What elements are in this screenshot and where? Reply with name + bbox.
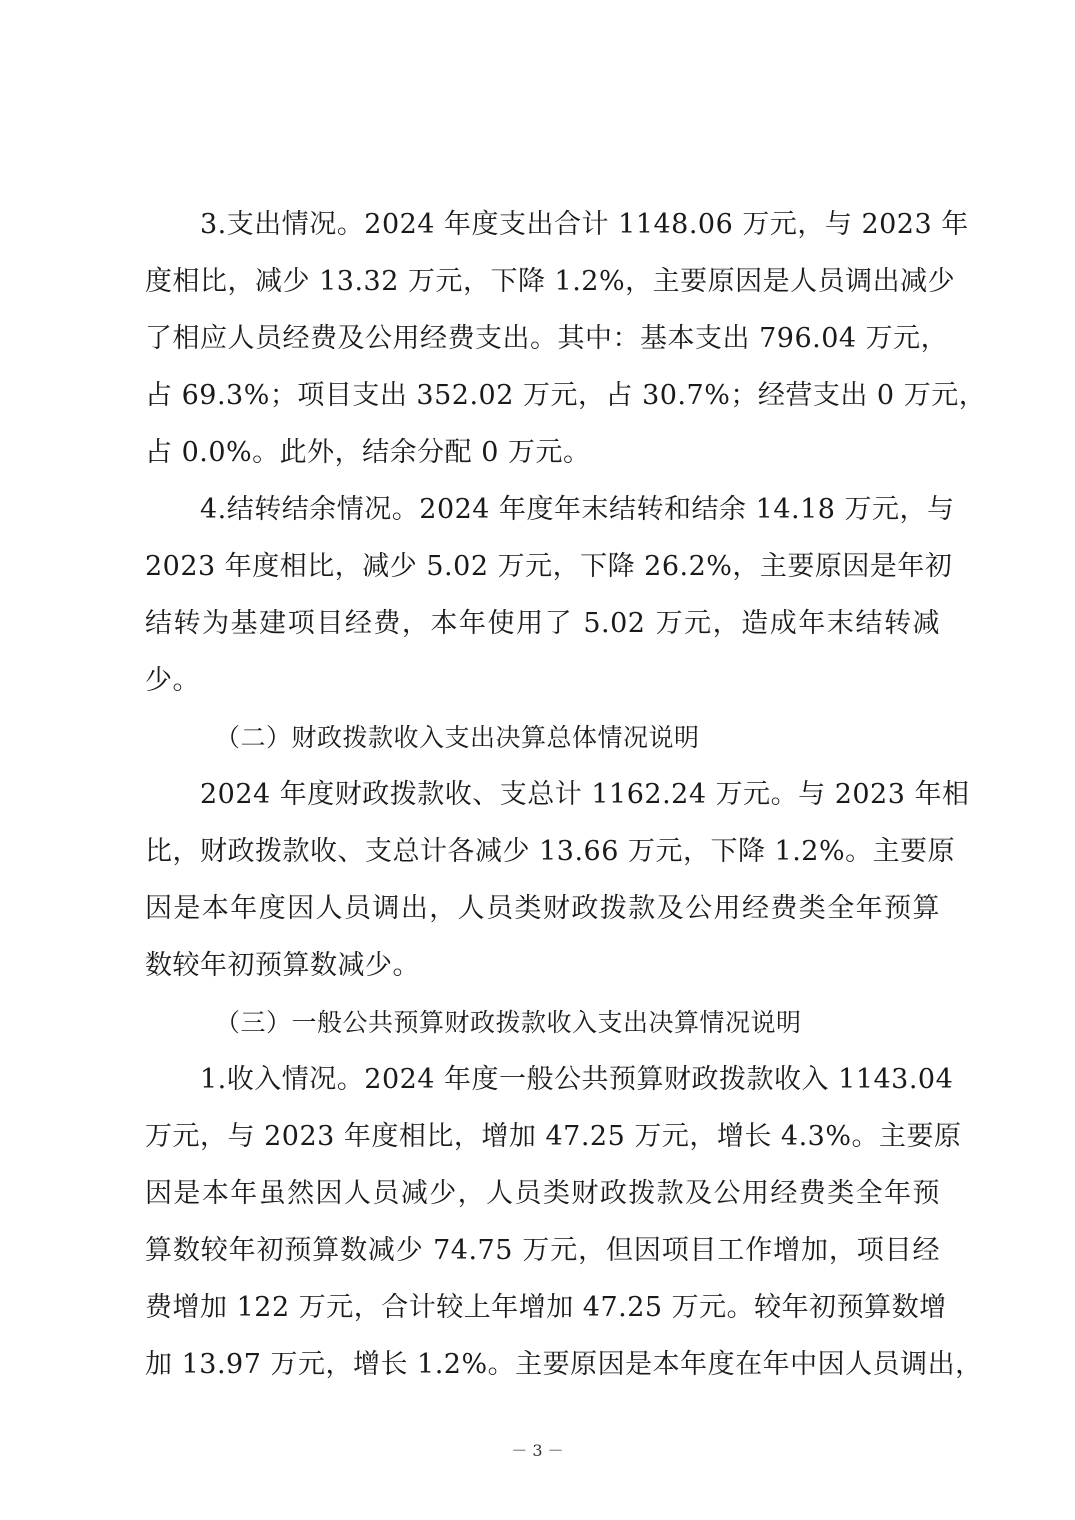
text-line: 比，财政拨款收、支总计各减少 13.66 万元，下降 1.2%。主要原 [145,836,956,867]
text-line: 2024 年度财政拨款收、支总计 1162.24 万元。与 2023 年相 [200,779,970,810]
section-heading: （二）财政拨款收入支出决算总体情况说明 [215,723,700,752]
text-line: 结转为基建项目经费，本年使用了 5.02 万元，造成年末结转减 [145,608,940,639]
page-number: － 3 － [511,1441,564,1460]
text-line: 少。 [145,665,200,696]
text-line: 因是本年虽然因人员减少，人员类财政拨款及公用经费类全年预 [145,1178,940,1209]
text-line: 费增加 122 万元，合计较上年增加 47.25 万元。较年初预算数增 [145,1292,947,1323]
text-line: 3.支出情况。2024 年度支出合计 1148.06 万元，与 2023 年 [200,209,969,240]
text-line: 数较年初预算数减少。 [145,950,420,981]
text-line: 2023 年度相比，减少 5.02 万元，下降 26.2%，主要原因是年初 [145,551,953,582]
section-heading: （三）一般公共预算财政拨款收入支出决算情况说明 [215,1008,802,1037]
text-line: 算数较年初预算数减少 74.75 万元，但因项目工作增加，项目经 [145,1235,940,1266]
text-line: 占 0.0%。此外，结余分配 0 万元。 [145,437,591,468]
text-line: 度相比，减少 13.32 万元，下降 1.2%，主要原因是人员调出减少 [145,266,956,297]
text-line: 1.收入情况。2024 年度一般公共预算财政拨款收入 1143.04 [200,1064,954,1095]
text-line: 因是本年度因人员调出，人员类财政拨款及公用经费类全年预算 [145,893,940,924]
text-line: 4.结转结余情况。2024 年度年末结转和结余 14.18 万元，与 [200,494,955,525]
text-line: 加 13.97 万元，增长 1.2%。主要原因是本年度在年中因人员调出， [145,1349,983,1380]
text-line: 万元，与 2023 年度相比，增加 47.25 万元，增长 4.3%。主要原 [145,1121,962,1152]
text-line: 了相应人员经费及公用经费支出。其中：基本支出 796.04 万元， [145,323,949,354]
text-line: 占 69.3%；项目支出 352.02 万元，占 30.7%；经营支出 0 万元， [145,380,987,411]
